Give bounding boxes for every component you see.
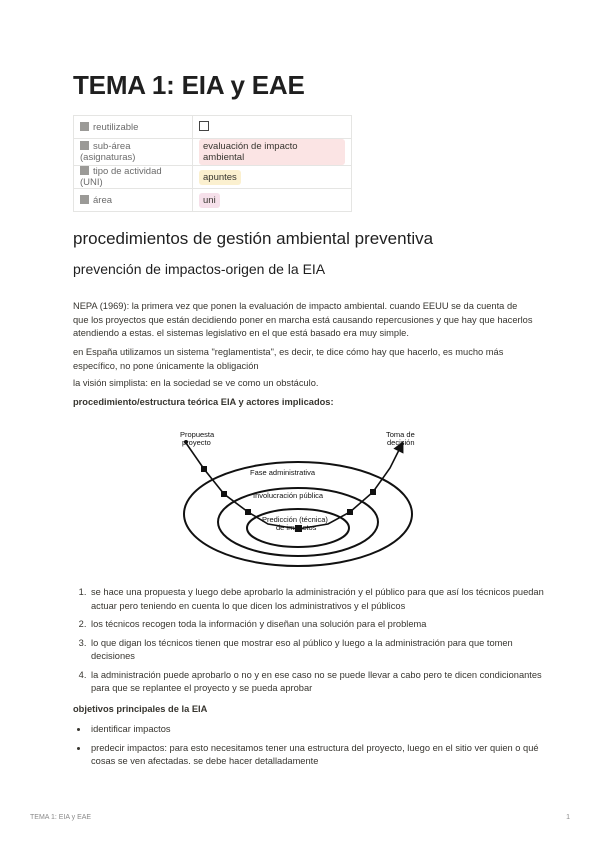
section-heading: procedimientos de gestión ambiental preventiva	[73, 229, 434, 248]
property-key-label: sub-área (asignaturas)	[80, 141, 136, 163]
property-key-label: área	[93, 194, 113, 206]
property-value[interactable]	[193, 166, 352, 189]
subsection-heading: prevención de impactos-origen de la EIA	[73, 261, 326, 277]
list-item: 3. lo que digan los técnicos tienen que mostrar eso al público y luego a la administración para que tomen decisiones	[89, 637, 549, 664]
footer-title: TEMA 1: EIA y EAE	[30, 814, 92, 821]
property-type-icon	[80, 166, 89, 175]
property-row	[74, 139, 352, 166]
list-item: 4. la administración puede aprobarlo o no y en ese caso no se puede llevar a cabo pero te dicen condicionantes para que se replantee el proyecto y se pueda aprobar	[89, 669, 549, 696]
node-marker	[347, 509, 353, 515]
node-marker	[245, 509, 251, 515]
node-marker	[201, 466, 207, 472]
paragraph-nepa: NEPA (1969): la primera vez que ponen la evaluación de impacto ambiental. cuando EEUU se da cuenta de que los proyectos que están decidiendo poner en marcha está causando repercusiones y que hay que hacerlos atendiendo a estas. el sistemas legislativo en el que está basado era muy simple.	[73, 301, 533, 338]
property-type-icon	[80, 141, 89, 150]
property-type-icon	[80, 122, 89, 131]
property-value[interactable]	[193, 116, 352, 139]
outer-ring	[184, 462, 412, 566]
property-key	[74, 116, 193, 139]
paragraph-vision: la visión simplista: en la sociedad se ve como un obstáculo.	[73, 378, 319, 388]
property-key-label: reutilizable	[93, 121, 139, 133]
start-label: Propuesta	[180, 430, 215, 439]
list-item: 1. se hace una propuesta y luego debe aprobarlo la administración y el público para que así los técnicos puedan actuar pero teniendo en cuenta lo que dicen los administrativos y el públicos	[89, 586, 549, 613]
area-tag[interactable]: uni	[199, 193, 220, 208]
properties-table	[73, 115, 352, 212]
sub-area-tag[interactable]: evaluación de impacto ambiental	[199, 139, 345, 165]
outer-ring-label: Fase administrativa	[250, 468, 316, 477]
page-title: TEMA 1: EIA y EAE	[73, 70, 305, 100]
property-row	[74, 166, 352, 189]
objectives-list	[73, 723, 549, 774]
list-item: • predecir impactos: para esto necesitamos tener una estructura del proyecto, luego en el sitio ver quien o qué cosas se ven afectadas. se debe hacer detalladamente	[89, 742, 549, 769]
property-row	[74, 116, 352, 139]
property-key-label: tipo de actividad (UNI)	[80, 166, 162, 188]
inner-ring-label: de impactos	[276, 523, 317, 532]
paragraph-spain: en España utilizamos un sistema "reglamentista", es decir, te dice cómo hay que hacerlo, es mucho más específico, no pone únicamente la obligación	[73, 347, 504, 371]
property-key	[74, 189, 193, 212]
property-type-icon	[80, 195, 89, 204]
reutilizable-checkbox[interactable]	[199, 121, 209, 131]
activity-type-tag[interactable]: apuntes	[199, 170, 241, 185]
end-label: decisión	[387, 438, 415, 447]
property-value[interactable]	[193, 189, 352, 212]
steps-list	[73, 586, 549, 701]
middle-ring-label: Involucración pública	[253, 491, 324, 500]
start-label: proyecto	[182, 438, 211, 447]
property-value[interactable]	[193, 139, 352, 166]
footer-page-number: 1	[566, 814, 570, 821]
node-marker	[221, 491, 227, 497]
property-key	[74, 166, 193, 189]
paragraph-procedure: procedimiento/estructura teórica EIA y actores implicados:	[73, 397, 334, 407]
eia-procedure-diagram	[170, 428, 430, 573]
node-marker	[370, 489, 376, 495]
property-key	[74, 139, 193, 166]
objectives-heading: objetivos principales de la EIA	[73, 704, 208, 714]
list-item: 2. los técnicos recogen toda la información y diseñan una solución para el problema	[89, 618, 549, 632]
inner-ring-label: Predicción (técnica)	[262, 515, 328, 524]
property-row	[74, 189, 352, 212]
list-item: • identificar impactos	[89, 723, 549, 737]
end-label: Toma de	[386, 430, 415, 439]
